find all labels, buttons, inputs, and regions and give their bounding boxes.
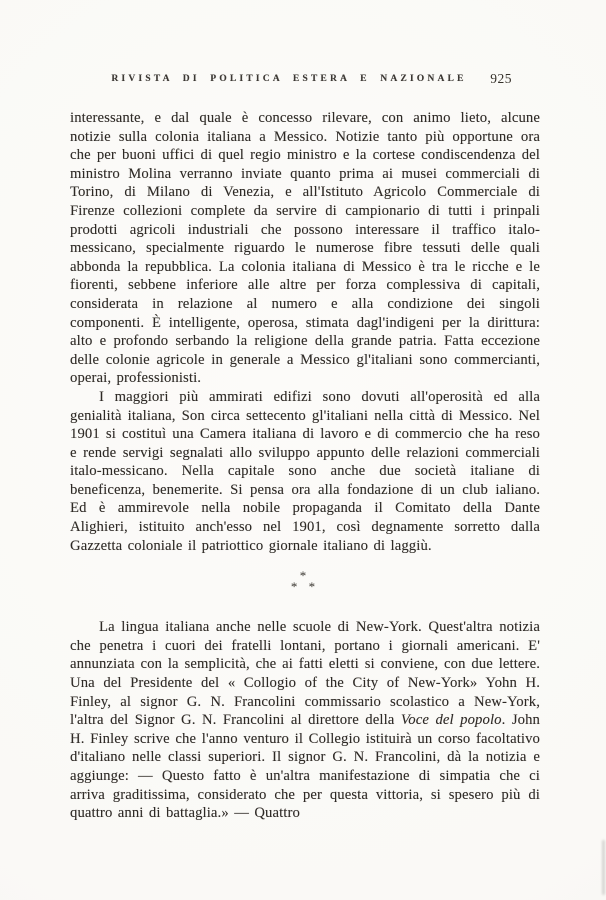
asterism-divider (70, 569, 540, 593)
article-body (70, 109, 540, 823)
running-head (70, 71, 540, 88)
paragraph-continuation: interessante, e dal quale è concesso rilevare, con animo lieto, alcune notizie sulla colonia italiana a Messico. Notizie tanto più opportune ora che per buoni uffici di quel regio ministro e la cortese condiscendenza del ministro Molina verranno inviate quanto prima ai musei commerciali di Torino, di Milano di Venezia, e all'Istituto Agricolo Commerciale di Firenze collezioni complete da servire di campionario di tutti i prinpali prodotti agricoli industriali che possono interessare il traffico italo-messicano, specialmente riguardo le numerose fibre tessuti delle quali abbonda la repubblica. La colonia italiana di Messico è tra le ricche e le fiorenti, sebbene inferiore alle altre per forza complessiva di capitali, considerata in relazione al numero e alla condizione dei singoli componenti. È intelligente, operosa, stimata dagl'indigeni per la dirittura: alto e profondo serbando la religione della grande patria. Fatta eccezione delle colonie agricole in generale a Messico gl'italiani sono commercianti, operai, professionisti. (70, 110, 540, 387)
asterism-bottom: * * (290, 579, 320, 595)
paragraph-text-tail: . John H. Finley scrive che l'anno venturo il Collegio istituirà un corso facoltativo d'italiano nelle classi superiori. Il signor G. N. Francolini, dà la notizia e aggiunge: — Questo fatto è un'altra manifestazione di simpatia che ci arriva graditissima, considerato che per questa vittoria, si spesero più di quattro anni di battaglia.» — Quattro (70, 712, 540, 822)
italic-newspaper-title: Voce del popolo (400, 712, 502, 729)
page-number: 925 (490, 71, 512, 86)
paragraph-camera-italiana: I maggiori più ammirati edifizi sono dovuti all'operosità ed alla genialità italiana, Son circa settecento gl'italiani nella città di Messico. Nel 1901 si costituì una Camera italiana di lavoro e di commercio che ha reso e rende servigi segnalati allo sviluppo appunto delle relazioni commerciali italo-messicano. Nella capitale sono anche due società italiane di beneficenza, benemerite. Si pensa ora alla fondazione di un club ialiano. Ed è ammirevole nella nobile propaganda il Comitato della Dante Alighieri, istituito anch'esso nel 1901, così degnamente sorretto dalla Gazzetta coloniale il patriottico giornale italiano di laggiù. (70, 388, 540, 554)
paragraph-new-york (70, 618, 540, 823)
asterism-top: * (299, 568, 311, 584)
journal-title: RIVISTA DI POLITICA ESTERA E NAZIONALE (111, 74, 467, 84)
paragraph-text-lead: La lingua italiana anche nelle scuole di New-York. Quest'altra notizia che penetra i cuori dei fratelli lontani, portano i giornali americani. E' annunziata con la semplicità, che ai fatti eletti si conviene, con due lettere. Una del Presidente del « Collogio of the City of New-York» Yohn H. Finley, al signor G. N. Francolini commissario scolastico a New-York, l'altra del Signor G. N. Francolini al direttore della (70, 619, 540, 729)
